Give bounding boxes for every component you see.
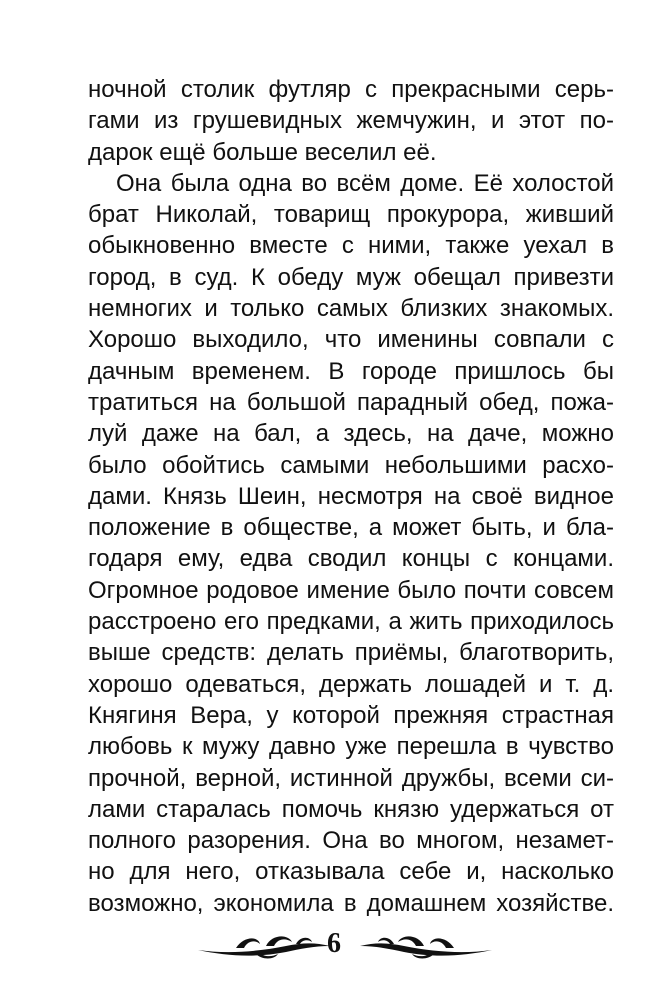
- text-line: полного разорения. Она во многом, незамет-: [88, 827, 614, 855]
- text-line: прочной, верной, истинной дружбы, всеми си-: [88, 764, 614, 792]
- text-line: любовь к мужу давно уже перешла в чувство: [88, 733, 614, 761]
- body-text: [88, 74, 614, 919]
- text-line: брат Николай, товарищ прокурора, живший: [88, 201, 614, 229]
- text-line: дами. Князь Шеин, несмотря на своё видное: [88, 482, 614, 510]
- text-line: обыкновенно вместе с ними, также уехал в: [88, 232, 614, 260]
- text-line: лами старалась помочь князю удержаться от: [88, 795, 614, 823]
- text-line: было обойтись самыми небольшими расхо-: [88, 451, 614, 479]
- page-number: 6: [327, 928, 341, 959]
- text-line: Княгиня Вера, у которой прежняя страстная: [88, 701, 614, 729]
- text-line: ночной столик футляр с прекрасными серь-: [88, 76, 614, 103]
- text-line: расстроено его предками, а жить приходилось: [88, 608, 614, 636]
- text-line: но для него, отказывала себе и, насколько: [88, 858, 614, 886]
- text-line: луй даже на бал, а здесь, на даче, можно: [88, 420, 614, 448]
- text-line: Огромное родовое имение было почти совсем: [88, 576, 614, 604]
- text-line: гами из грушевидных жемчужин, и этот по-: [88, 107, 614, 135]
- text-line: дарок ещё больше веселил её.: [88, 138, 437, 166]
- text-line: Хорошо выходило, что именины совпали с: [88, 326, 614, 354]
- text-line: годаря ему, едва сводил концы с концами.: [88, 545, 614, 573]
- text-line: тратиться на большой парадный обед, пожа-: [88, 388, 614, 416]
- text-line: Она была одна во всём доме. Её холостой: [116, 169, 614, 197]
- text-line: хорошо одеваться, держать лошадей и т. д.: [88, 670, 614, 698]
- page-footer: [0, 924, 668, 968]
- text-line: положение в обществе, а может быть, и бла-: [88, 514, 614, 542]
- text-line: выше средств: делать приёмы, благотворить,: [88, 639, 614, 667]
- right-ornament-icon: [354, 932, 494, 962]
- text-line: дачным временем. В городе пришлось бы: [88, 357, 614, 385]
- text-line: немногих и только самых близких знакомых.: [88, 295, 614, 323]
- text-line: возможно, экономила в домашнем хозяйстве.: [88, 889, 614, 917]
- text-line: город, в суд. К обеду муж обещал привезти: [88, 263, 614, 291]
